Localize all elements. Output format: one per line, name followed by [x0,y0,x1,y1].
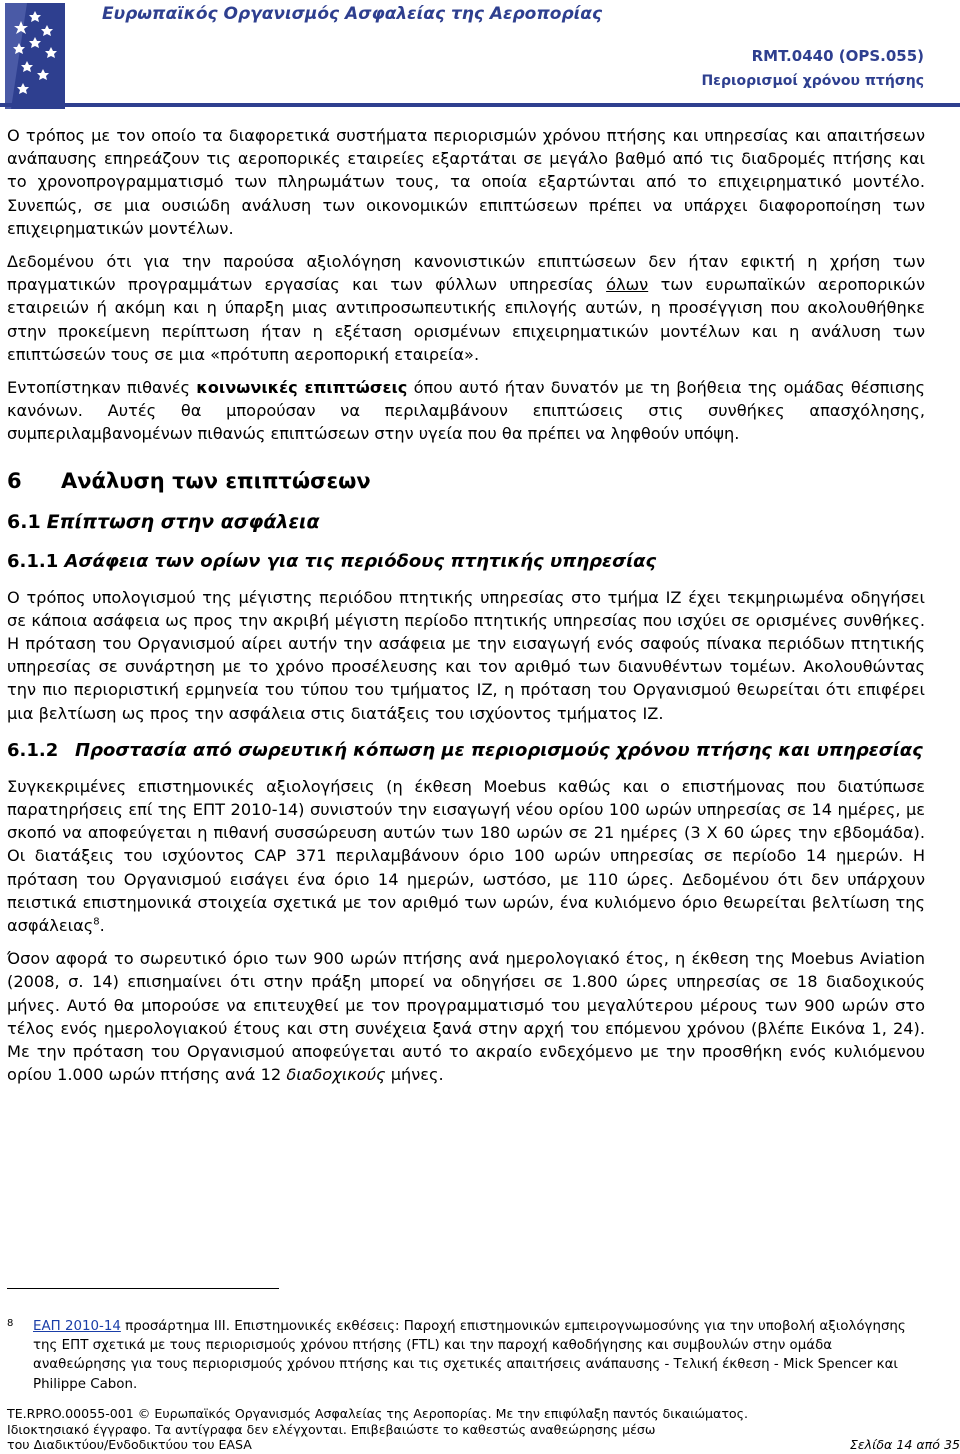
paragraph-social-impacts: Εντοπίστηκαν πιθανές κοινωνικές επιπτώσεις όπου αυτό ήταν δυνατόν με τη βοήθεια της ομάδας θέσπισης κανόνων. Αυτές θα μπορούσαν να περιλαμβάνουν επιπτώσεις στις συνθήκες απασχόλησης, συμπεριλαμβανομένων πιθανώς επιπτώσεων στην υγεία που θα πρέπει να ληφθούν υπόψη. [7,378,926,444]
footnote-reference[interactable]: 8 [93,916,100,928]
italic-word: διαδοχικούς [286,1065,386,1085]
document-body [7,124,925,1097]
document-subtitle: Περιορισμοί χρόνου πτήσης [701,73,924,89]
document-reference: RMT.0440 (OPS.055) [751,47,924,65]
page-number: Σελίδα 14 από 35 [849,1437,960,1453]
section-heading-6-1: 6.1 Επίπτωση στην ασφάλεια [7,510,320,533]
organization-name: Ευρωπαϊκός Οργανισμός Ασφαλείας της Αεροπορίας [102,4,603,24]
footnote-link[interactable]: ΕΑΠ 2010-14 [33,1319,121,1334]
paragraph-annual-limit: Όσον αφορά το σωρευτικό όριο των 900 ωρών πτήσης ανά ημερολογιακό έτος, η έκθεση της Moebus Aviation (2008, σ. 14) επισημαίνει ότι στην πράξη μπορεί να οδηγήσει σε 1.800 ώρες υπηρεσίας σε 18 διαδοχικούς μήνες. Αυτό θα μπορούσε να επιτευχθεί με τον προγραμματισμό του μεγαλύτερου μέρους των 900 ωρών στο τέλος ενός ημερολογιακού έτους και στη συνέχεια ξανά στην αρχή του επόμενου χρόνου (βλέπε Εικόνα 1, 24). Με την πρόταση του Οργανισμού αποφεύγεται αυτό το ακραίο ενδεχόμενο με την προσθήκη ενός κυλιόμενου ορίου 1.000 ωρών πτήσης ανά 12 διαδοχικούς μήνες. [7,949,925,1085]
section-heading-6-1-1: 6.1.1 Ασάφεια των ορίων για τις περιόδους πτητικής υπηρεσίας [7,550,657,572]
paragraph-fdp-ambiguity: Ο τρόπος υπολογισμού της μέγιστης περιόδου πτητικής υπηρεσίας στο τμήμα IZ έχει τεκμηριωμένα οδηγήσει σε κάποια ασάφεια ως προς την ακριβή μέγιστη περίοδο πτητικής υπηρεσίας που ισχύει σε ορισμένες συνθήκες. Η πρόταση του Οργανισμού αίρει αυτήν την ασάφεια με την εισαγωγή ενός σαφούς πίνακα περιόδων πτητικής υπηρεσίας σε συνάρτηση με το χρόνο προσέλευσης και τον αριθμό των διανυθέντων τομέων. Ακολουθώντας την πιο περιοριστική ερμηνεία του τύπου του τμήματος IZ, η πρόταση του Οργανισμού θεωρείται ότι επιφέρει μια βελτίωση ως προς την ασφάλεια στις διατάξεις του ισχύοντος τμήματος IZ. [7,587,925,723]
footer-copyright: TE.RPRO.00055-001 © Ευρωπαϊκός Οργανισμός Ασφαλείας της Αεροπορίας. Με την επιφύλαξη παντός δικαιώματος. [7,1406,749,1421]
underlined-word: όλων [606,275,649,295]
section-heading-6: 6 Ανάλυση των επιπτώσεων [7,468,371,493]
paragraph-business-models: Ο τρόπος με τον οποίο τα διαφορετικά συστήματα περιορισμών χρόνου πτήσης και υπηρεσίας και απαιτήσεων ανάπαυσης επηρεάζουν τις αεροπορικές εταιρείες εξαρτάται σε μεγάλο βαθμό από τις διαδρομές πτήσης και το χρονοπρογραμματισμό των πληρωμάτων τους, τα οποία εξαρτώνται από το επιχειρηματικό μοντέλο. Συνεπώς, σε μια ουσιώδη ανάλυση των οικονομικών επιπτώσεων πρέπει να υπάρχει διαφοροποίηση των επιχειρηματικών μοντέλων. [7,126,925,238]
paragraph-assessment-approach: Δεδομένου ότι για την παρούσα αξιολόγηση κανονιστικών επιπτώσεων δεν ήταν εφικτή η χρήση των πραγματικών προγραμμάτων εργασίας και των φύλλων υπηρεσίας όλων των ευρωπαϊκών αεροπορικών εταιρειών ή ακόμη και η ύπαρξη μιας αντιπροσωπευτικής επιλογής αυτών, η προσέγγιση που ακολουθήθηκε στην προκείμενη περίπτωση ήταν η εξέταση ορισμένων επιχειρηματικών μοντέλων και η ανάλυση των επιπτώσεών τους σε μια «πρότυπη αεροπορική εταιρεία». [7,252,925,364]
easa-logo-icon [5,3,65,109]
bold-term: κοινωνικές επιπτώσεις [196,378,408,398]
footer-notice-continued: του Διαδικτύου/Ενδοδικτύου του EASA [7,1437,252,1453]
footer-notice: Ιδιοκτησιακό έγγραφο. Τα αντίγραφα δεν ελέγχονται. Επιβεβαιώστε το καθεστώς αναθεώρησης μέσω [7,1421,656,1437]
footnote-divider [7,1288,279,1289]
page-footer [7,1406,960,1453]
paragraph-cumulative-fatigue: Συγκεκριμένες επιστημονικές αξιολογήσεις (η έκθεση Moebus καθώς και ο επιστήμονας που διατύπωσε παρατηρήσεις επί της ΕΠΤ 2010-14) συνιστούν την εισαγωγή νέου ορίου 100 ωρών υπηρεσίας σε 14 ημέρες, με σκοπό να αποφεύγεται η πιθανή συσσώρευση αυτών των 180 ωρών σε 21 ημέρες (3 Χ 60 ώρες την εβδομάδα). Οι διατάξεις του ισχύοντος CAP 371 περιλαμβάνουν όριο 100 ωρών υπηρεσίας σε περίοδο 14 ημερών. Η πρόταση του Οργανισμού εισάγει ένα όριο 14 ημερών, ωστόσο, με 110 ώρες. Δεδομένου ότι δεν υπάρχουν πειστικά επιστημονικά στοιχεία σχετικά με τον αριθμό των ωρών, ένα κυλιόμενο όριο θεωρείται βελτίωση της ασφάλειας$^8$. [7,776,925,936]
footnote-text: προσάρτημα III. Επιστημονικές εκθέσεις: Παροχή επιστημονικών εμπειρογνωμοσύνης για την υποβολή αξιολόγησης της ΕΠΤ σχετικά με τους περιορισμούς χρόνου πτήσης (FTL) και την παροχή καθοδήγησης και συμβουλών στην ομάδα αναθεώρησης για τους περιορισμούς χρόνου πτήσης και τις σχετικές απαιτήσεις ανάπαυσης - Τελική έκθεση - Mick Spencer και Philippe Cabon. [33,1319,906,1392]
footnote [7,1317,919,1394]
section-heading-6-1-2: 6.1.2 Προστασία από σωρευτική κόπωση με περιορισμούς χρόνου πτήσης και υπηρεσίας [7,739,923,761]
footnote-number: 8 [7,1318,14,1329]
header-divider [0,103,960,107]
